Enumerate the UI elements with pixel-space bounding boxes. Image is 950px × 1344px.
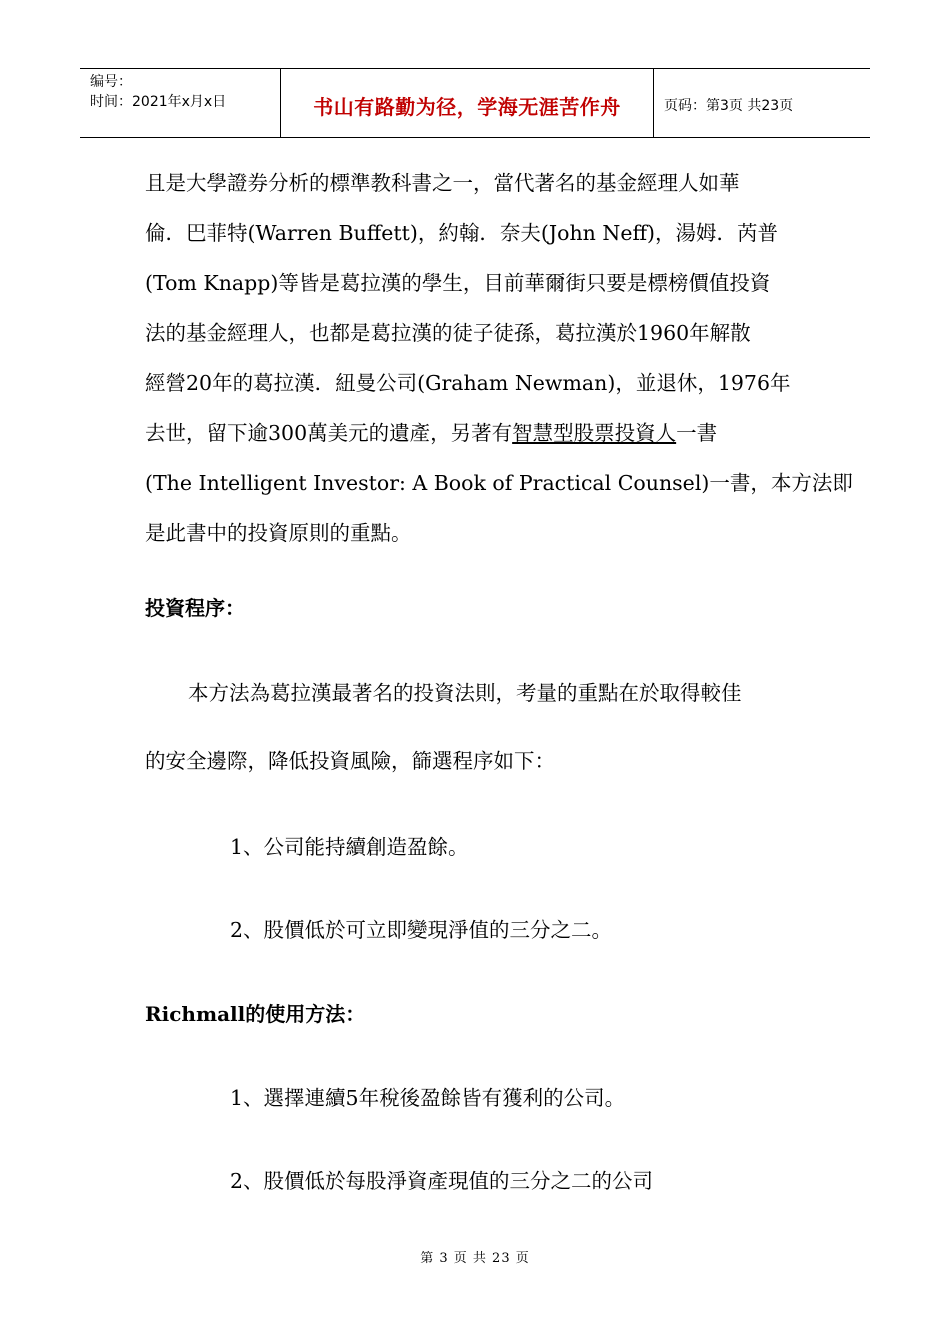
procedure-list-item: 1、公司能持續創造盈餘。 — [230, 835, 469, 859]
text-line: 法的基金經理人，也都是葛拉漢的徒子徒孫，葛拉漢於1960年解散 — [145, 321, 751, 345]
page-footer: 第 3 页 共 23 页 — [420, 1251, 530, 1266]
intro-paragraph — [145, 158, 853, 558]
text-segment: 去世，留下逾300萬美元的遺產，另著有 — [145, 421, 513, 445]
usage-list-item: 2、股價低於每股淨資產現值的三分之二的公司 — [230, 1169, 654, 1193]
time-label: 时间：2021年x月x日 — [90, 94, 227, 110]
header-info-cell — [80, 69, 281, 137]
procedure-heading: 投資程序： — [145, 596, 245, 620]
header-page-cell — [654, 69, 870, 137]
page-number-label: 页码：第3页 共23页 — [664, 98, 794, 114]
book-title-link: 智慧型股票投資人 — [512, 421, 677, 445]
text-line: 且是大學證券分析的標準教科書之一，當代著名的基金經理人如華 — [145, 171, 740, 195]
text-line: 是此書中的投資原則的重點。 — [145, 521, 412, 545]
procedure-list-item: 2、股價低於可立即變現淨值的三分之二。 — [230, 918, 613, 942]
usage-list-item: 1、選擇連續5年稅後盈餘皆有獲利的公司。 — [230, 1086, 626, 1110]
usage-heading-zh: 的使用方法： — [245, 1002, 366, 1026]
usage-heading-en: Richmall — [145, 1002, 246, 1026]
text-line — [145, 408, 807, 458]
text-line: (The Intelligent Investor: A Book of Practical Counsel)一書，本方法即 — [145, 471, 853, 495]
serial-label: 编号： — [90, 74, 132, 90]
text-segment: 一書 — [676, 421, 718, 445]
procedure-text-line: 本方法為葛拉漢最著名的投資法則，考量的重點在於取得較佳 — [188, 681, 742, 705]
usage-heading — [145, 998, 365, 1027]
page-header — [80, 68, 870, 138]
text-line: (Tom Knapp)等皆是葛拉漢的學生，目前華爾街只要是標榜價值投資 — [145, 271, 771, 295]
text-line: 倫．巴菲特(Warren Buffett)，約翰．奈夫(John Neff)，湯姆．芮普 — [145, 221, 779, 245]
procedure-text-line: 的安全邊際，降低投資風險，篩選程序如下： — [145, 749, 555, 773]
header-motto-cell — [281, 69, 654, 137]
motto: 书山有路勤为径，学海无涯苦作舟 — [313, 95, 621, 119]
text-line: 經營20年的葛拉漢．紐曼公司(Graham Newman)，並退休，1976年 — [145, 371, 791, 395]
